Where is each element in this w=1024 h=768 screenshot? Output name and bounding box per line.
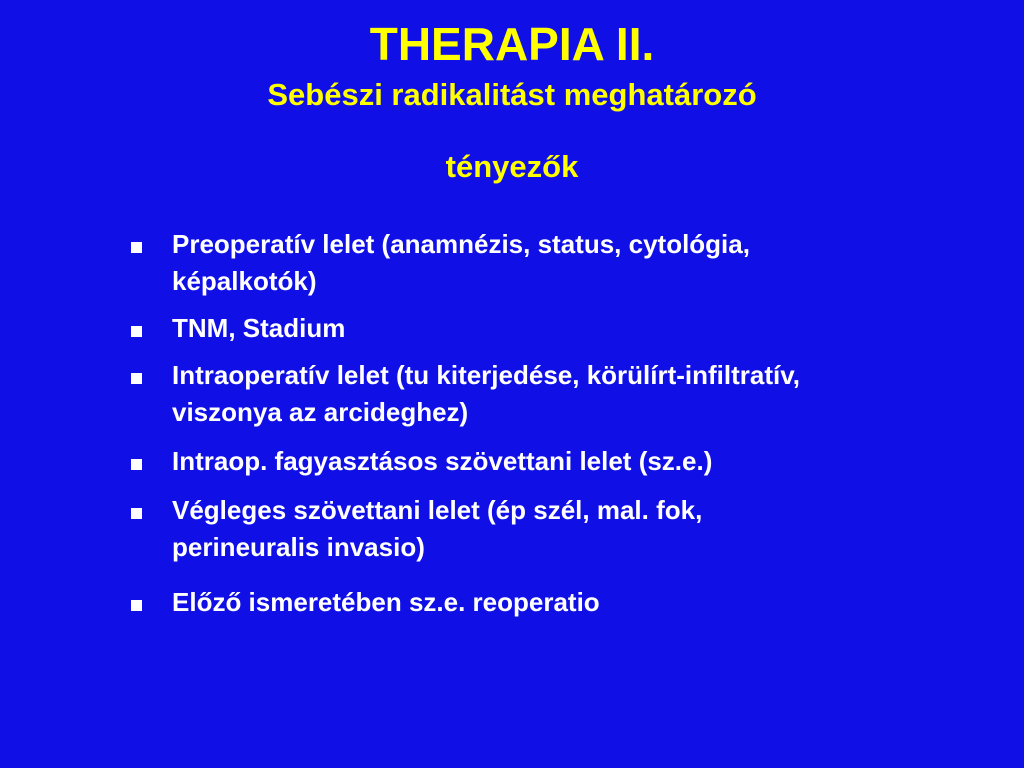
bullet-item-reoperation	[131, 584, 831, 621]
square-bullet-icon	[131, 242, 142, 253]
title-block	[0, 14, 1024, 185]
bullet-item-final-histology	[131, 492, 831, 566]
bullet-text: Intraoperatív lelet (tu kiterjedése, körülírt-infiltratív, viszonya az arcideghez)	[172, 360, 800, 427]
slide-title: THERAPIA II.	[369, 18, 655, 70]
slide-subtitle-line-2: tényezők	[445, 149, 579, 184]
bullet-item-frozen-section	[131, 443, 831, 480]
bullet-item-preoperative	[131, 226, 831, 300]
square-bullet-icon	[131, 373, 142, 384]
square-bullet-icon	[131, 508, 142, 519]
bullet-text: Intraop. fagyasztásos szövettani lelet (sz.e.)	[172, 446, 713, 476]
bullet-text: TNM, Stadium	[172, 313, 346, 343]
bullet-item-tnm	[131, 310, 831, 347]
slide-subtitle-line-1: Sebészi radikalitást meghatározó	[267, 77, 757, 112]
square-bullet-icon	[131, 600, 142, 611]
bullet-text: Preoperatív lelet (anamnézis, status, cytológia, képalkotók)	[172, 229, 750, 296]
bullet-item-intraoperative	[131, 357, 831, 431]
bullet-text: Előző ismeretében sz.e. reoperatio	[172, 587, 600, 617]
bullet-text: Végleges szövettani lelet (ép szél, mal. fok, perineuralis invasio)	[172, 495, 703, 562]
square-bullet-icon	[131, 326, 142, 337]
bullet-list	[131, 226, 831, 621]
square-bullet-icon	[131, 459, 142, 470]
